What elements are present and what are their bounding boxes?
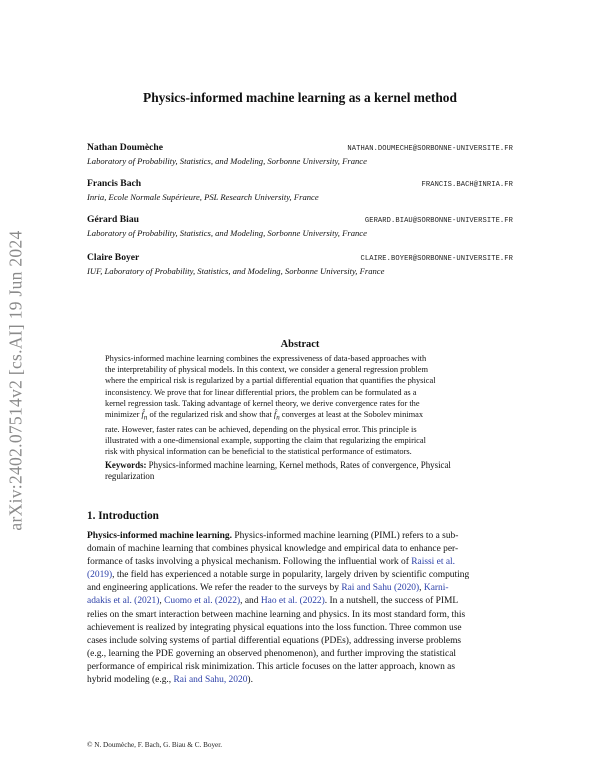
math-estimator: f̂	[273, 410, 277, 420]
citation-link[interactable]: Karni-	[423, 583, 449, 594]
abstract-heading: Abstract	[280, 339, 320, 350]
keywords-list: Physics-informed machine learning, Kernel methods, Rates of convergence, Physical	[146, 459, 451, 470]
intro-line: domain of machine learning that combines physical knowledge and empirical data to enhance per-	[87, 544, 459, 555]
keywords-label: Keywords:	[105, 459, 147, 470]
author-email: GERARD.BIAU@SORBONNE-UNIVERSITE.FR	[364, 217, 513, 225]
author-name: Gérard Biau	[87, 214, 139, 225]
citation-link[interactable]: adakis et al.	[87, 596, 132, 607]
citation-link[interactable]: Rai and Sahu, 2020	[173, 675, 248, 686]
author-affiliation: IUF, Laboratory of Probability, Statistics, and Modeling, Sorbonne University, France	[87, 266, 385, 276]
math-estimator: f̂	[141, 410, 144, 420]
intro-line: and engineering applications. We refer the reader to the surveys by Rai and Sahu (2020), Karni-	[87, 583, 449, 594]
math-subscript: n	[143, 413, 148, 422]
abstract-line: rate. However, faster rates can be achieved, depending on the physical error. This principle is	[105, 424, 417, 434]
citation-link[interactable]: (2022)	[299, 596, 325, 607]
arxiv-stamp-text: arXiv:2402.07514v2 [cs.AI] 19 Jun 2024	[5, 229, 26, 531]
section-heading-introduction: 1. Introduction	[87, 510, 159, 522]
abstract-line: kernel regression task. Taking advantage of kernel theory, we derive convergence rates for the	[105, 398, 420, 408]
abstract-line: the interpretability of physical models. In this context, we consider a general regression problem	[105, 365, 429, 375]
author-block	[87, 252, 513, 276]
author-name: Nathan Doumèche	[87, 142, 163, 153]
citation-link[interactable]: (2022)	[214, 596, 241, 607]
author-name: Claire Boyer	[87, 252, 140, 263]
intro-line: (2019), the field has experienced a notable surge in popularity, largely driven by scientific computing	[87, 570, 470, 581]
abstract-line: risk with physical information can be beneficial to the statistical performance of estimators.	[105, 447, 412, 457]
math-subscript: n	[276, 413, 280, 422]
abstract-line: minimizer $f̂_n$ of the regularized risk and show that $f̂_n$ converges at least at the Sobolev minimax	[105, 410, 424, 422]
author-email: FRANCIS.BACH@INRIA.FR	[421, 181, 513, 189]
author-block	[87, 178, 513, 202]
citation-link[interactable]: Raissi et al.	[411, 557, 455, 568]
intro-line: (e.g., learning the PDE governing an observed phenomenon), and further improving the statistical	[87, 648, 457, 659]
abstract-line: where the empirical risk is regularized by a partial differential equation that quantifies the physical	[105, 376, 436, 386]
keywords-line: regularization	[105, 470, 155, 481]
author-block	[87, 142, 513, 166]
abstract-line: inconsistency. We prove that for linear differential priors, the problem can be formulated as a	[105, 387, 417, 397]
citation-link[interactable]: Rai and Sahu	[341, 583, 392, 594]
intro-line: formance of tasks involving a physical mechanism. Following the influential work of Raissi et al.	[87, 557, 455, 568]
keywords-line	[105, 460, 495, 471]
citation-link[interactable]: (2021)	[134, 596, 160, 607]
intro-line: hybrid modeling (e.g., Rai and Sahu, 2020).	[87, 675, 253, 686]
author-affiliation: Inria, Ecole Normale Supérieure, PSL Research University, France	[87, 192, 319, 202]
author-affiliation: Laboratory of Probability, Statistics, and Modeling, Sorbonne University, France	[87, 156, 367, 166]
arxiv-identifier-stamp	[2, 170, 30, 590]
abstract-line: illustrated with a one-dimensional example, supporting the claim that regularizing the empirical	[105, 436, 426, 446]
author-block	[87, 214, 513, 238]
intro-line: Physics-informed machine learning. Physics-informed machine learning (PIML) refers to a sub-	[87, 531, 459, 541]
author-name: Francis Bach	[87, 178, 142, 189]
author-email: CLAIRE.BOYER@SORBONNE-UNIVERSITE.FR	[360, 255, 513, 263]
abstract-line: Physics-informed machine learning combines the expressiveness of data-based approaches with	[105, 354, 427, 363]
intro-line: cases include solving systems of partial differential equations (PDEs), addressing inverse problems	[87, 635, 462, 646]
paragraph-run-in-heading: Physics-informed machine learning.	[87, 531, 232, 541]
citation-link[interactable]: Cuomo et al.	[164, 596, 213, 607]
intro-line: adakis et al. (2021), Cuomo et al. (2022), and Hao et al. (2022). In a nutshell, the success of PIML	[87, 596, 459, 607]
author-affiliation: Laboratory of Probability, Statistics, and Modeling, Sorbonne University, France	[87, 228, 367, 238]
intro-line: performance of empirical risk minimization. This article focuses on the latter approach, known as	[87, 661, 456, 672]
paper-title: Physics-informed machine learning as a kernel method	[143, 90, 457, 105]
intro-line: relies on the smart interaction between machine learning and physics. In its most standard form, this	[87, 609, 466, 620]
copyright-footnote: © N. Doumèche, F. Bach, G. Biau & C. Boyer.	[87, 741, 223, 749]
abstract-body	[105, 353, 495, 482]
author-email: NATHAN.DOUMECHE@SORBONNE-UNIVERSITE.FR	[347, 145, 513, 153]
citation-link[interactable]: (2019)	[87, 570, 113, 581]
citation-link[interactable]: (2020)	[394, 583, 420, 594]
introduction-paragraph	[87, 530, 513, 687]
citation-link[interactable]: Hao et al.	[260, 596, 298, 607]
intro-line: achievement is realized by integrating physical equations into the loss function. Three common use	[87, 622, 462, 633]
